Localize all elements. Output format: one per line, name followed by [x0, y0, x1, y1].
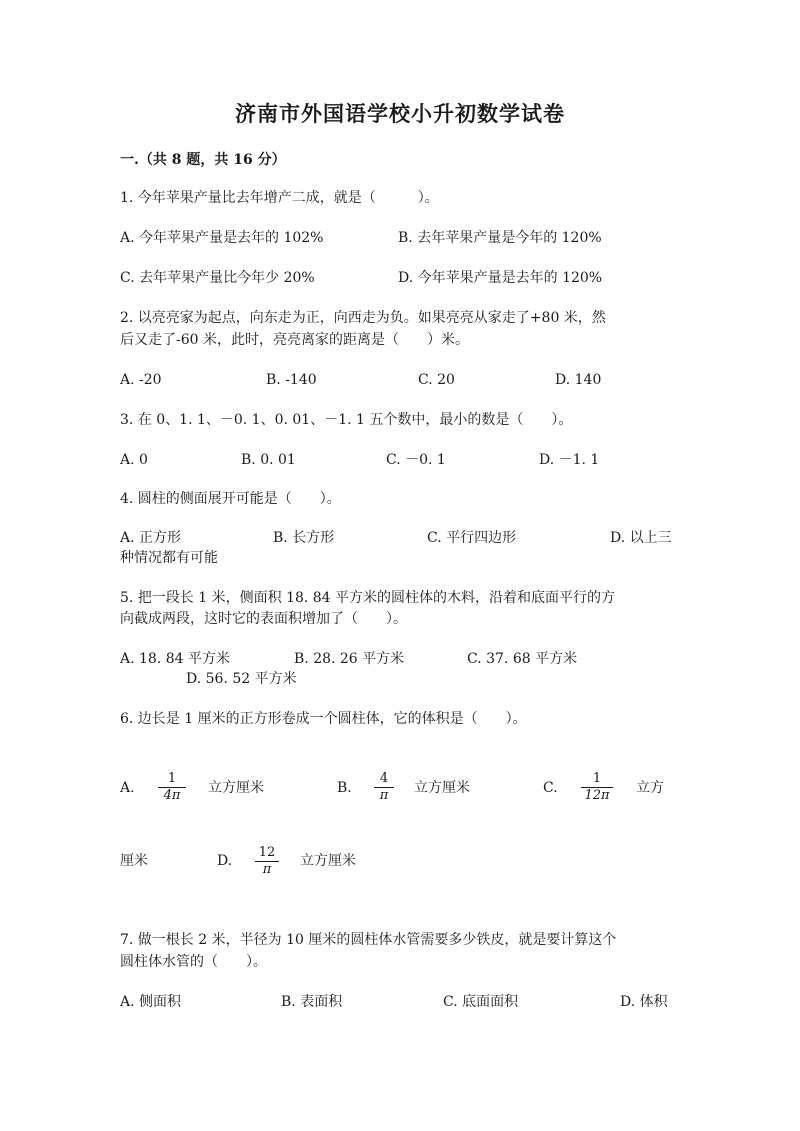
question-3-option-b[interactable]: B. 0. 01 [241, 452, 296, 468]
question-2-stem-line1: 2. 以亮亮家为起点，向东走为正，向西走为负。如果亮亮从家走了+80 米，然 [120, 310, 606, 326]
question-7-option-d[interactable]: D. 体积 [620, 994, 668, 1010]
fraction-numerator: 1 [581, 771, 613, 788]
question-4-stem: 4. 圆柱的侧面展开可能是（ ）。 [120, 491, 341, 507]
question-5-option-d[interactable]: D. 56. 52 平方米 [186, 671, 297, 687]
question-6-option-b-unit: 立方厘米 [414, 780, 470, 796]
question-2-stem-line2: 后又走了-60 米，此时，亮亮离家的距离是（ ）米。 [120, 332, 469, 348]
fraction-numerator: 1 [158, 771, 186, 788]
question-6-option-b-fraction [374, 771, 394, 804]
question-6-option-c-unit-part1: 立方 [636, 780, 664, 796]
question-6-option-c-fraction [581, 771, 613, 804]
question-7-option-c[interactable]: C. 底面面积 [443, 994, 519, 1010]
question-2-option-d[interactable]: D. 140 [555, 372, 602, 388]
question-6-option-a-unit: 立方厘米 [208, 780, 264, 796]
question-1-option-b[interactable]: B. 去年苹果产量是今年的 120% [398, 230, 602, 246]
question-6-option-b-label[interactable]: B. [337, 780, 352, 796]
question-6-option-c-unit-part2: 厘米 [120, 853, 148, 869]
question-5-stem-line2: 向截成两段，这时它的表面积增加了（ ）。 [120, 611, 407, 627]
question-4-option-d[interactable]: D. 以上三 [610, 530, 672, 546]
question-5-stem-line1: 5. 把一段长 1 米，侧面积 18. 84 平方米的圆柱体的木料，沿着和底面平行的方 [120, 590, 616, 606]
question-5-option-b[interactable]: B. 28. 26 平方米 [294, 651, 405, 667]
question-6-option-a-label[interactable]: A. [120, 780, 135, 796]
fraction-numerator: 4 [374, 771, 394, 788]
question-7-stem-line2: 圆柱体水管的（ ）。 [120, 954, 267, 970]
question-2-option-b[interactable]: B. -140 [266, 372, 317, 388]
question-7-stem-line1: 7. 做一根长 2 米，半径为 10 厘米的圆柱体水管需要多少铁皮，就是要计算这个 [120, 932, 617, 948]
question-6-option-c-label[interactable]: C. [543, 780, 558, 796]
question-5-option-a[interactable]: A. 18. 84 平方米 [120, 651, 230, 667]
question-6-stem: 6. 边长是 1 厘米的正方形卷成一个圆柱体，它的体积是（ ）。 [120, 711, 527, 727]
fraction-denominator: 4π [163, 788, 181, 803]
question-6-option-d-label[interactable]: D. [217, 853, 233, 869]
question-2-option-c[interactable]: C. 20 [418, 372, 455, 388]
question-6-option-d-fraction [255, 845, 279, 878]
question-4-option-c[interactable]: C. 平行四边形 [427, 530, 517, 546]
question-4-option-b[interactable]: B. 长方形 [273, 530, 335, 546]
question-3-option-a[interactable]: A. 0 [120, 452, 148, 468]
question-1-option-d[interactable]: D. 今年苹果产量是去年的 120% [398, 270, 603, 286]
question-5-option-c[interactable]: C. 37. 68 平方米 [467, 651, 578, 667]
question-1-option-a[interactable]: A. 今年苹果产量是去年的 102% [120, 230, 324, 246]
question-3-stem: 3. 在 0、1. 1、－0. 1、0. 01、－1. 1 五个数中，最小的数是（ ）。 [120, 412, 573, 428]
question-3-option-c[interactable]: C. －0. 1 [386, 452, 446, 468]
fraction-denominator: 12π [584, 788, 610, 803]
question-7-option-b[interactable]: B. 表面积 [281, 994, 343, 1010]
question-3-option-d[interactable]: D. －1. 1 [539, 452, 600, 468]
question-4-option-d-continued: 种情况都有可能 [120, 550, 218, 566]
question-1-stem: 1. 今年苹果产量比去年增产二成，就是（ ）。 [120, 190, 439, 206]
section-heading: 一.（共 8 题，共 16 分） [120, 152, 286, 168]
question-6-option-a-fraction [158, 771, 186, 804]
question-6-option-d-unit: 立方厘米 [300, 853, 356, 869]
fraction-numerator: 12 [255, 845, 279, 862]
question-7-option-a[interactable]: A. 侧面积 [120, 994, 182, 1010]
question-1-option-c[interactable]: C. 去年苹果产量比今年少 20% [120, 270, 315, 286]
page-title: 济南市外国语学校小升初数学试卷 [235, 101, 565, 126]
fraction-denominator: π [262, 862, 272, 877]
fraction-denominator: π [379, 788, 389, 803]
question-4-option-a[interactable]: A. 正方形 [120, 530, 182, 546]
question-2-option-a[interactable]: A. -20 [120, 372, 162, 388]
